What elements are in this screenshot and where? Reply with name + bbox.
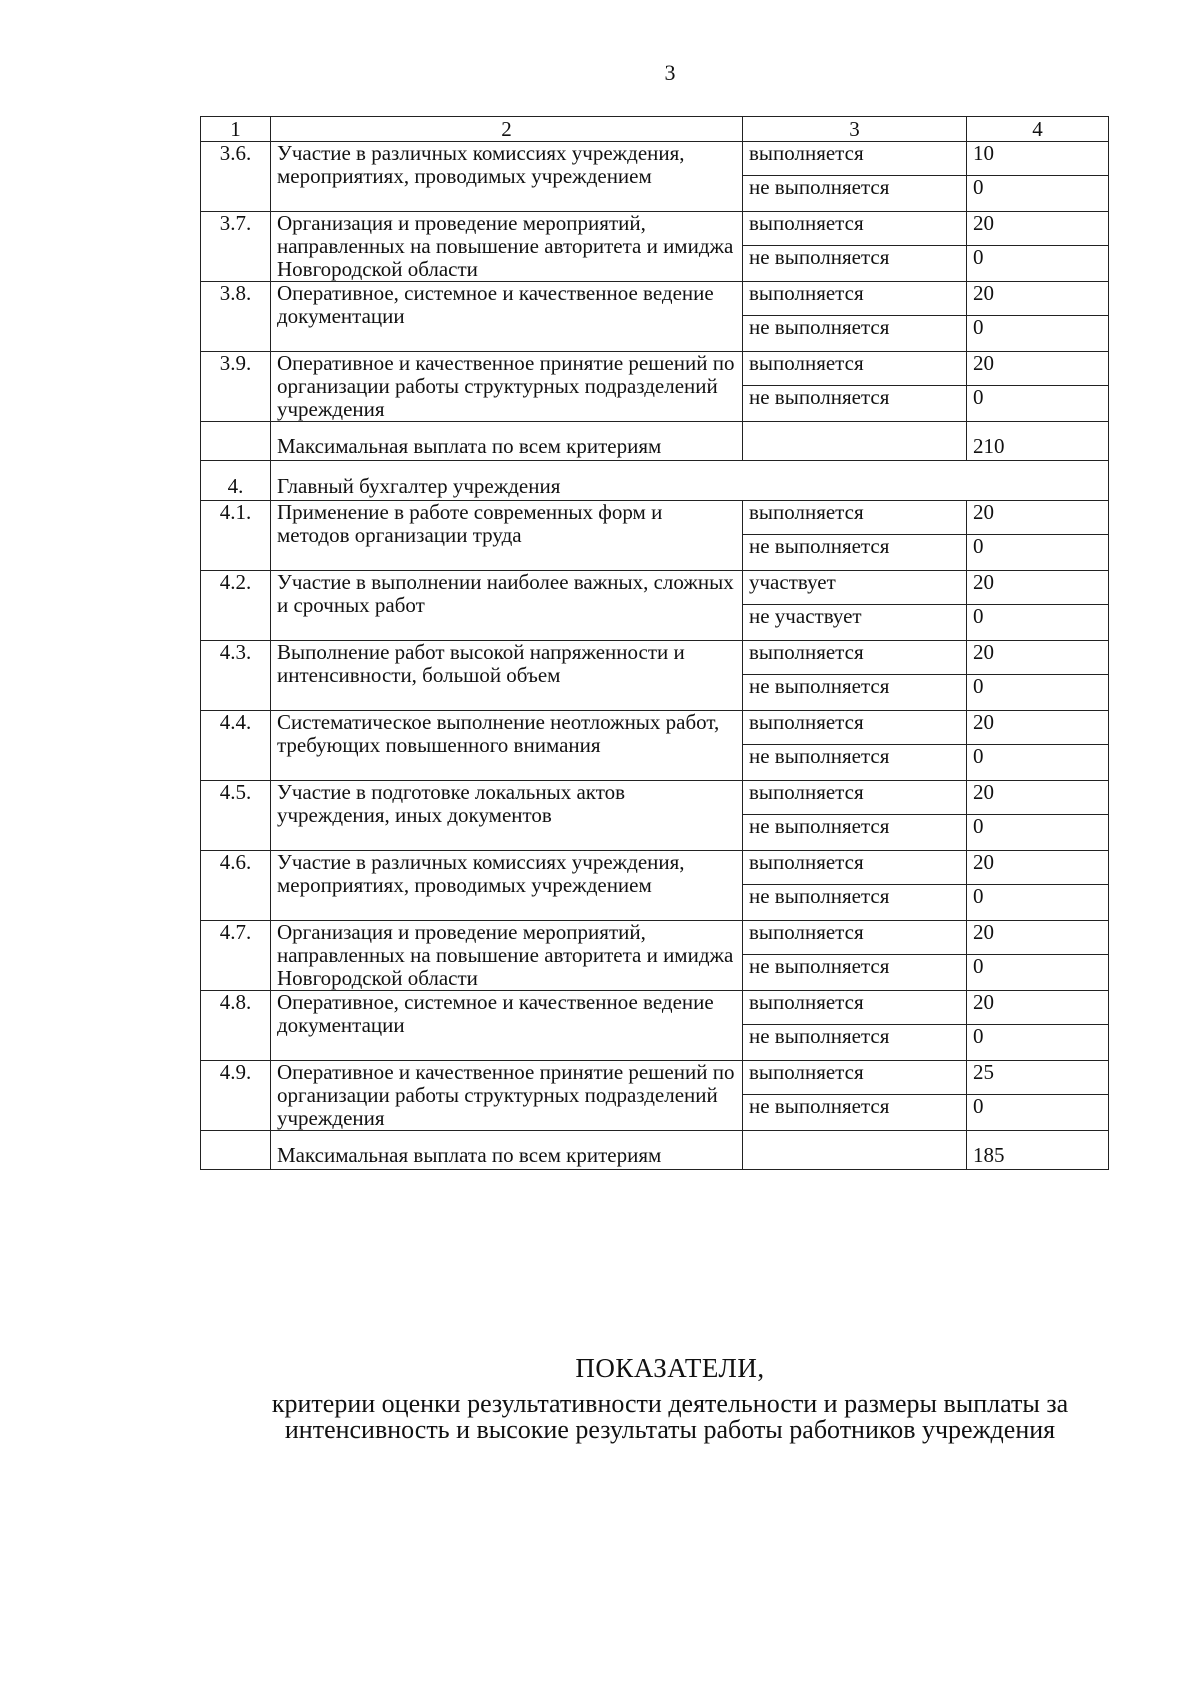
criterion-row bbox=[201, 781, 1109, 815]
criterion-number: 4.9. bbox=[201, 1061, 271, 1131]
criterion-text: Оперативное, системное и качественное ведение документации bbox=[271, 991, 743, 1061]
criterion-number: 4.3. bbox=[201, 641, 271, 711]
criterion-status: не выполняется bbox=[743, 176, 967, 212]
criterion-row bbox=[201, 142, 1109, 176]
criterion-number: 4.8. bbox=[201, 991, 271, 1061]
table-header-row bbox=[201, 117, 1109, 142]
section-title: Главный бухгалтер учреждения bbox=[271, 461, 1109, 501]
criterion-text: Организация и проведение мероприятий, направленных на повышение авторитета и имиджа Новгородской области bbox=[271, 212, 743, 282]
criterion-text: Применение в работе современных форм и методов организации труда bbox=[271, 501, 743, 571]
criterion-status: не выполняется bbox=[743, 1025, 967, 1061]
criterion-status: не выполняется bbox=[743, 1095, 967, 1131]
criterion-status: выполняется bbox=[743, 501, 967, 535]
header-cell-3: 3 bbox=[743, 117, 967, 142]
document-title: ПОКАЗАТЕЛИ, bbox=[575, 1353, 765, 1383]
total-empty-cell bbox=[743, 1131, 967, 1170]
section-row bbox=[201, 461, 1109, 501]
criterion-status: выполняется bbox=[743, 282, 967, 316]
total-empty-cell bbox=[743, 422, 967, 461]
criterion-points: 0 bbox=[967, 605, 1109, 641]
criterion-status: не выполняется bbox=[743, 815, 967, 851]
criterion-number: 4.5. bbox=[201, 781, 271, 851]
criterion-points: 0 bbox=[967, 176, 1109, 212]
criterion-status: выполняется bbox=[743, 352, 967, 386]
criterion-status: выполняется bbox=[743, 781, 967, 815]
header-cell-2: 2 bbox=[271, 117, 743, 142]
criterion-row bbox=[201, 212, 1109, 246]
criterion-text: Систематическое выполнение неотложных работ, требующих повышенного внимания bbox=[271, 711, 743, 781]
criterion-points: 20 bbox=[967, 571, 1109, 605]
criterion-number: 4.4. bbox=[201, 711, 271, 781]
criterion-text: Оперативное и качественное принятие решений по организации работы структурных подразделений учреждения bbox=[271, 352, 743, 422]
criterion-points: 20 bbox=[967, 711, 1109, 745]
total-empty-cell bbox=[201, 1131, 271, 1170]
criterion-points: 0 bbox=[967, 246, 1109, 282]
criterion-number: 3.7. bbox=[201, 212, 271, 282]
criterion-text: Участие в подготовке локальных актов учреждения, иных документов bbox=[271, 781, 743, 851]
criterion-status: не выполняется bbox=[743, 246, 967, 282]
criterion-points: 0 bbox=[967, 885, 1109, 921]
criterion-status: не выполняется bbox=[743, 675, 967, 711]
criterion-text: Участие в различных комиссиях учреждения, мероприятиях, проводимых учреждением bbox=[271, 851, 743, 921]
criterion-number: 4.1. bbox=[201, 501, 271, 571]
criterion-status: выполняется bbox=[743, 711, 967, 745]
criterion-status: выполняется bbox=[743, 1061, 967, 1095]
criterion-status: не выполняется bbox=[743, 535, 967, 571]
criterion-points: 20 bbox=[967, 991, 1109, 1025]
criterion-number: 4.6. bbox=[201, 851, 271, 921]
document-subtitle: критерии оценки результативности деятельности и размеры выплаты за интенсивность и высокие результаты работы работников учреждения bbox=[271, 1389, 1069, 1444]
criterion-points: 0 bbox=[967, 815, 1109, 851]
criterion-points: 0 bbox=[967, 386, 1109, 422]
criterion-status: не участвует bbox=[743, 605, 967, 641]
criterion-status: выполняется bbox=[743, 921, 967, 955]
criterion-number: 3.9. bbox=[201, 352, 271, 422]
total-label: Максимальная выплата по всем критериям bbox=[271, 422, 743, 461]
criterion-status: не выполняется bbox=[743, 745, 967, 781]
criterion-status: не выполняется bbox=[743, 316, 967, 352]
criterion-text: Выполнение работ высокой напряженности и интенсивности, большой объем bbox=[271, 641, 743, 711]
total-empty-cell bbox=[201, 422, 271, 461]
criteria-table bbox=[200, 116, 1109, 1170]
criterion-points: 20 bbox=[967, 921, 1109, 955]
criterion-text: Участие в различных комиссиях учреждения, мероприятиях, проводимых учреждением bbox=[271, 142, 743, 212]
criterion-status: выполняется bbox=[743, 851, 967, 885]
criterion-text: Оперативное и качественное принятие решений по организации работы структурных подразделений учреждения bbox=[271, 1061, 743, 1131]
criterion-status: выполняется bbox=[743, 212, 967, 246]
criterion-text: Оперативное, системное и качественное ведение документации bbox=[271, 282, 743, 352]
section-number: 4. bbox=[201, 461, 271, 501]
criterion-status: участвует bbox=[743, 571, 967, 605]
criterion-points: 10 bbox=[967, 142, 1109, 176]
criterion-status: выполняется bbox=[743, 641, 967, 675]
criterion-points: 0 bbox=[967, 1025, 1109, 1061]
total-value: 185 bbox=[967, 1131, 1109, 1170]
criterion-row bbox=[201, 921, 1109, 955]
criterion-row bbox=[201, 991, 1109, 1025]
criterion-row bbox=[201, 851, 1109, 885]
criterion-number: 3.6. bbox=[201, 142, 271, 212]
criterion-status: выполняется bbox=[743, 991, 967, 1025]
criterion-status: не выполняется bbox=[743, 386, 967, 422]
criterion-points: 0 bbox=[967, 1095, 1109, 1131]
total-row bbox=[201, 422, 1109, 461]
criterion-points: 20 bbox=[967, 851, 1109, 885]
total-value: 210 bbox=[967, 422, 1109, 461]
criterion-points: 20 bbox=[967, 212, 1109, 246]
total-label: Максимальная выплата по всем критериям bbox=[271, 1131, 743, 1170]
page-number: 3 bbox=[664, 60, 676, 85]
criterion-row bbox=[201, 571, 1109, 605]
criterion-row bbox=[201, 352, 1109, 386]
criterion-row bbox=[201, 1061, 1109, 1095]
criterion-number: 3.8. bbox=[201, 282, 271, 352]
criterion-points: 20 bbox=[967, 781, 1109, 815]
criterion-points: 0 bbox=[967, 745, 1109, 781]
criterion-status: не выполняется bbox=[743, 955, 967, 991]
criterion-points: 20 bbox=[967, 282, 1109, 316]
criterion-points: 25 bbox=[967, 1061, 1109, 1095]
criterion-points: 20 bbox=[967, 352, 1109, 386]
criterion-row bbox=[201, 501, 1109, 535]
criterion-status: не выполняется bbox=[743, 885, 967, 921]
criterion-points: 20 bbox=[967, 641, 1109, 675]
total-row bbox=[201, 1131, 1109, 1170]
criterion-points: 20 bbox=[967, 501, 1109, 535]
criterion-text: Организация и проведение мероприятий, направленных на повышение авторитета и имиджа Новгородской области bbox=[271, 921, 743, 991]
criterion-row bbox=[201, 711, 1109, 745]
criterion-points: 0 bbox=[967, 955, 1109, 991]
criterion-status: выполняется bbox=[743, 142, 967, 176]
criterion-text: Участие в выполнении наиболее важных, сложных и срочных работ bbox=[271, 571, 743, 641]
criterion-number: 4.2. bbox=[201, 571, 271, 641]
criterion-row bbox=[201, 641, 1109, 675]
criterion-number: 4.7. bbox=[201, 921, 271, 991]
criterion-row bbox=[201, 282, 1109, 316]
criterion-points: 0 bbox=[967, 316, 1109, 352]
header-cell-4: 4 bbox=[967, 117, 1109, 142]
criterion-points: 0 bbox=[967, 535, 1109, 571]
header-cell-1: 1 bbox=[201, 117, 271, 142]
criterion-points: 0 bbox=[967, 675, 1109, 711]
